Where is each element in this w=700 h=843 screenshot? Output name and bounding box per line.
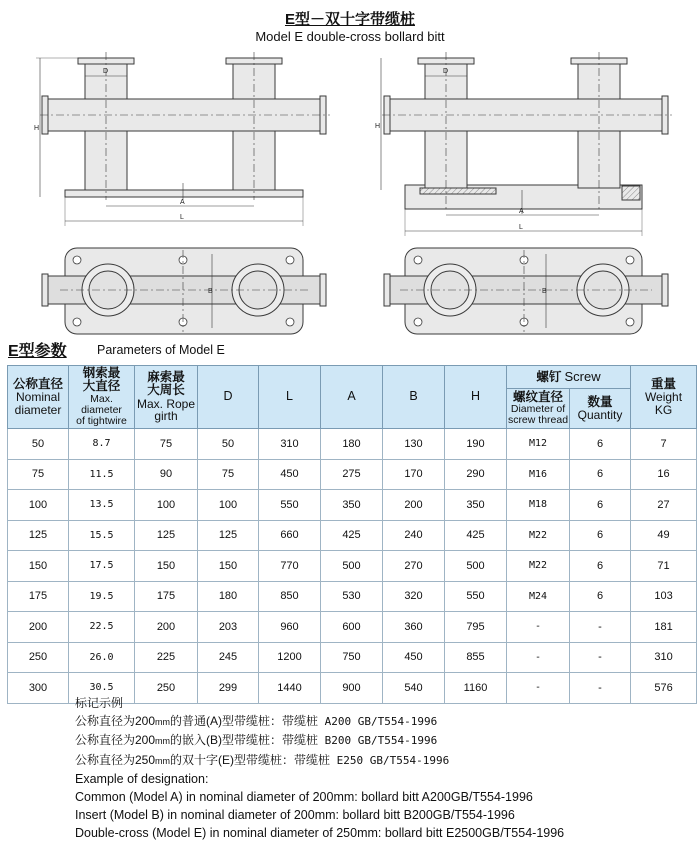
header-quantity: 数量 Quantity: [570, 389, 631, 429]
table-cell: 27: [631, 490, 697, 521]
table-cell: 310: [259, 429, 321, 460]
table-cell: 11.5: [69, 459, 135, 490]
table-cell: -: [570, 673, 631, 704]
table-cell: 203: [198, 612, 259, 643]
table-cell: 750: [321, 642, 383, 673]
table-cell: 90: [135, 459, 198, 490]
header-weight: 重量 Weight KG: [631, 366, 697, 429]
table-cell: 350: [321, 490, 383, 521]
notes-heading-en: Example of designation:: [75, 771, 209, 786]
table-cell: 13.5: [69, 490, 135, 521]
label-h-left: H: [34, 125, 40, 132]
table-cell: 7: [631, 429, 697, 460]
header-nominal: 公称直径 Nominal diameter: [8, 366, 69, 429]
header-rope: 麻索最 大周长 Max. Rope girth: [135, 366, 198, 429]
table-cell: -: [507, 673, 570, 704]
parameters-table: [7, 365, 697, 704]
front-view-right: [381, 52, 672, 236]
table-row: [8, 520, 697, 551]
table-cell: 190: [445, 429, 507, 460]
table-cell: -: [570, 642, 631, 673]
page-title: E型－双十字带缆桩: [284, 11, 415, 28]
label-a-right: A: [519, 208, 524, 215]
table-cell: 245: [198, 642, 259, 673]
table-cell: 550: [445, 581, 507, 612]
table-cell: 275: [321, 459, 383, 490]
technical-drawings: [0, 40, 700, 336]
label-d-left: D: [103, 68, 109, 75]
table-cell: 425: [321, 520, 383, 551]
table-cell: 200: [383, 490, 445, 521]
table-cell: 1200: [259, 642, 321, 673]
table-cell: 200: [8, 612, 69, 643]
header-thread: 螺纹直径 Diameter of screw thread: [507, 389, 570, 429]
table-row: [8, 429, 697, 460]
table-cell: 900: [321, 673, 383, 704]
section-title: E型参数: [8, 343, 67, 360]
label-d-right: D: [443, 68, 449, 75]
note-line-en-2: Insert (Model B) in nominal diameter of 200mm: bollard bitt B200GB/T554-1996: [75, 808, 515, 823]
table-cell: 500: [445, 551, 507, 582]
table-cell: 200: [135, 612, 198, 643]
header-d: D: [198, 366, 259, 429]
table-cell: 71: [631, 551, 697, 582]
table-cell: 250: [8, 642, 69, 673]
header-wire: 钢索最 大直径 Max. diameter of tightwire: [69, 366, 135, 429]
table-cell: 50: [198, 429, 259, 460]
header-b: B: [383, 366, 445, 429]
table-cell: 8.7: [69, 429, 135, 460]
table-cell: 225: [135, 642, 198, 673]
table-cell: 175: [8, 581, 69, 612]
table-cell: 576: [631, 673, 697, 704]
label-a-left: A: [180, 199, 185, 206]
table-cell: M22: [507, 551, 570, 582]
table-cell: 960: [259, 612, 321, 643]
table-cell: 75: [8, 459, 69, 490]
table-cell: 6: [570, 459, 631, 490]
table-row: [8, 551, 697, 582]
label-l-right: L: [519, 224, 523, 231]
table-cell: 6: [570, 520, 631, 551]
table-cell: 425: [445, 520, 507, 551]
plan-view-right: [384, 248, 668, 334]
table-cell: 100: [8, 490, 69, 521]
table-cell: 17.5: [69, 551, 135, 582]
table-row: [8, 459, 697, 490]
table-row: [8, 490, 697, 521]
section-subtitle: Parameters of Model E: [97, 343, 225, 357]
table-cell: 600: [321, 612, 383, 643]
header-screw: 螺钉 Screw: [507, 366, 631, 389]
table-cell: M24: [507, 581, 570, 612]
table-cell: 19.5: [69, 581, 135, 612]
table-cell: 150: [8, 551, 69, 582]
table-cell: 250: [135, 673, 198, 704]
table-cell: 450: [259, 459, 321, 490]
table-cell: -: [507, 642, 570, 673]
table-cell: 6: [570, 551, 631, 582]
note-line-en-1: Common (Model A) in nominal diameter of 200mm: bollard bitt A200GB/T554-1996: [75, 790, 533, 805]
table-cell: 22.5: [69, 612, 135, 643]
table-cell: 15.5: [69, 520, 135, 551]
table-cell: 75: [198, 459, 259, 490]
table-cell: 6: [570, 581, 631, 612]
table-cell: 100: [135, 490, 198, 521]
header-l: L: [259, 366, 321, 429]
label-b-right: B: [542, 288, 547, 295]
table-cell: 360: [383, 612, 445, 643]
table-cell: 150: [135, 551, 198, 582]
table-cell: 180: [321, 429, 383, 460]
table-cell: 26.0: [69, 642, 135, 673]
table-cell: 240: [383, 520, 445, 551]
table-cell: 125: [198, 520, 259, 551]
table-cell: 1440: [259, 673, 321, 704]
table-cell: 16: [631, 459, 697, 490]
table-cell: 150: [198, 551, 259, 582]
table-cell: 290: [445, 459, 507, 490]
label-l-left: L: [180, 214, 184, 221]
note-line-cn-3: 公称直径为250mm的双十字(E)型带缆桩：带缆桩 E250 GB/T554-1996: [75, 752, 450, 767]
table-cell: 170: [383, 459, 445, 490]
table-cell: 270: [383, 551, 445, 582]
table-cell: 50: [8, 429, 69, 460]
table-cell: 180: [198, 581, 259, 612]
table-cell: 100: [198, 490, 259, 521]
note-line-en-3: Double-cross (Model E) in nominal diameter of 250mm: bollard bitt E2500GB/T554-1996: [75, 826, 565, 841]
table-cell: 6: [570, 490, 631, 521]
table-cell: -: [507, 612, 570, 643]
table-cell: 310: [631, 642, 697, 673]
table-row: [8, 581, 697, 612]
table-cell: M16: [507, 459, 570, 490]
table-row: [8, 612, 697, 643]
table-cell: 530: [321, 581, 383, 612]
page-subtitle: Model E double-cross bollard bitt: [255, 29, 445, 44]
table-cell: 855: [445, 642, 507, 673]
table-cell: 1160: [445, 673, 507, 704]
table-cell: M18: [507, 490, 570, 521]
table-cell: 125: [135, 520, 198, 551]
table-cell: 795: [445, 612, 507, 643]
header-a: A: [321, 366, 383, 429]
table-cell: 500: [321, 551, 383, 582]
table-cell: 320: [383, 581, 445, 612]
label-b-left: B: [208, 288, 213, 295]
table-cell: 130: [383, 429, 445, 460]
table-cell: 450: [383, 642, 445, 673]
designation-notes: [75, 694, 564, 843]
table-cell: 660: [259, 520, 321, 551]
table-cell: 181: [631, 612, 697, 643]
label-h-right: H: [375, 123, 381, 130]
table-cell: 49: [631, 520, 697, 551]
note-line-cn-2: 公称直径为200mm的嵌入(B)型带缆桩：带缆桩 B200 GB/T554-1996: [75, 733, 438, 748]
table-cell: 103: [631, 581, 697, 612]
table-cell: 300: [8, 673, 69, 704]
table-cell: 850: [259, 581, 321, 612]
table-cell: 350: [445, 490, 507, 521]
table-cell: 75: [135, 429, 198, 460]
table-cell: 550: [259, 490, 321, 521]
table-cell: 770: [259, 551, 321, 582]
table-cell: 30.5: [69, 673, 135, 704]
table-cell: 299: [198, 673, 259, 704]
table-cell: 540: [383, 673, 445, 704]
table-cell: 125: [8, 520, 69, 551]
table-cell: 175: [135, 581, 198, 612]
table-cell: M12: [507, 429, 570, 460]
table-cell: -: [570, 612, 631, 643]
notes-heading-cn: 标记示例: [75, 696, 124, 710]
table-cell: M22: [507, 520, 570, 551]
table-row: [8, 642, 697, 673]
plan-view-left: [42, 248, 326, 334]
header-h: H: [445, 366, 507, 429]
table-cell: 6: [570, 429, 631, 460]
note-line-cn-1: 公称直径为200mm的普通(A)型带缆桩：带缆桩 A200 GB/T554-1996: [75, 714, 438, 729]
